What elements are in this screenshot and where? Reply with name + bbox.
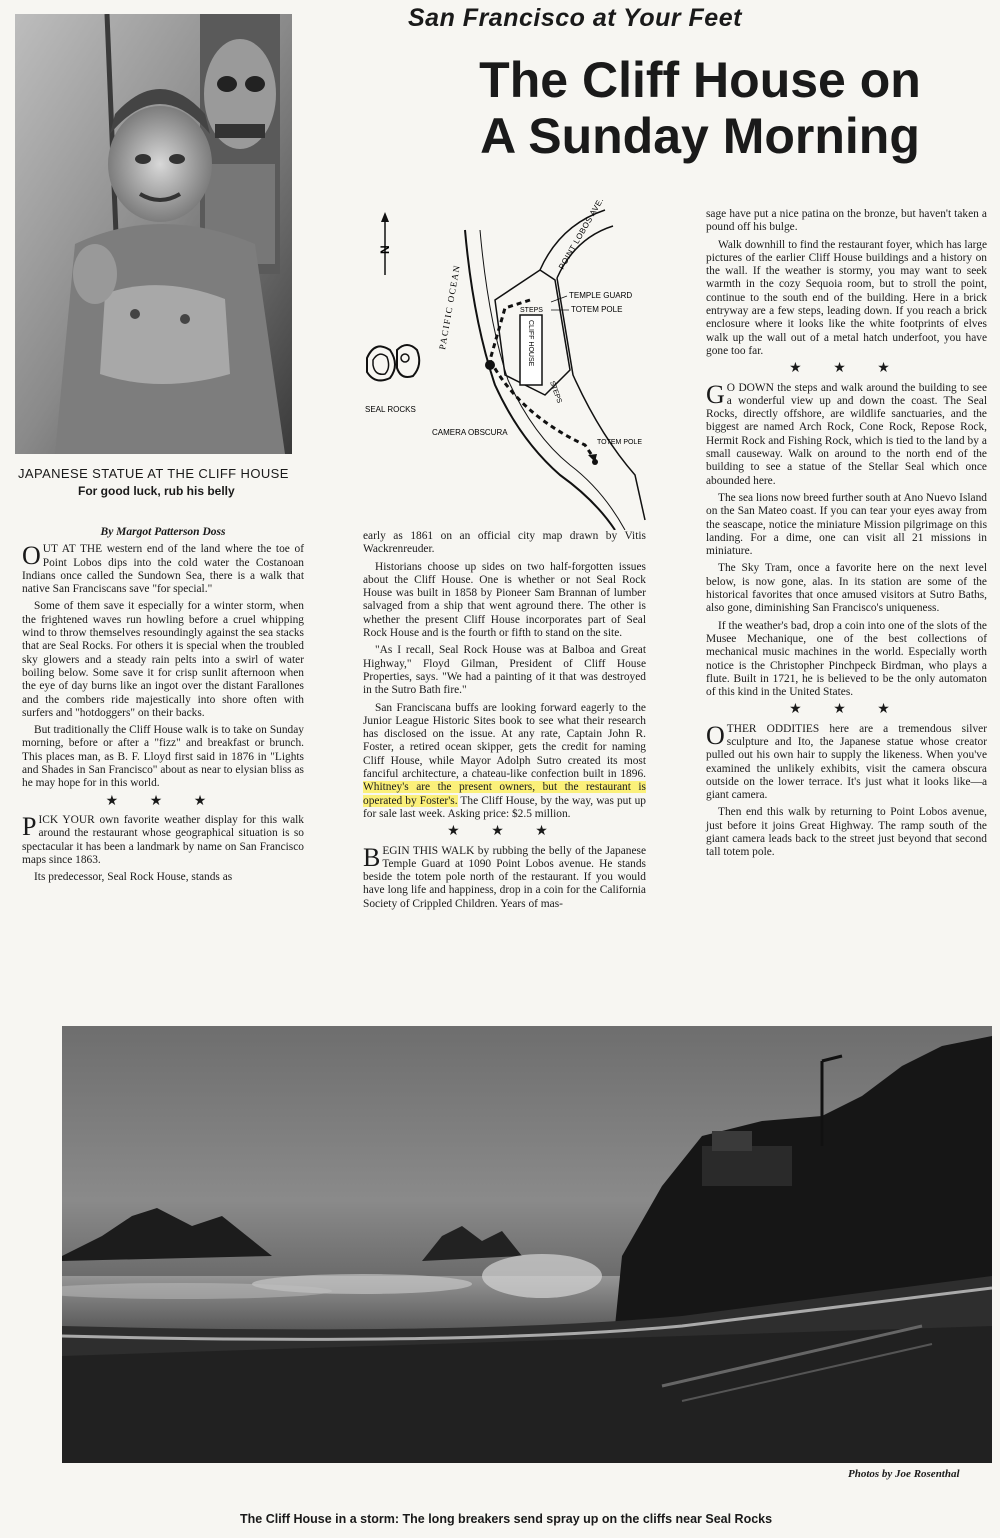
map-avenue-label: POINT LOBOS AVE. <box>556 200 606 271</box>
article-column-1 <box>22 526 304 888</box>
section-stars: ★ ★ ★ <box>789 702 904 718</box>
map-totem-pole-bottom-label: TOTEM POLE <box>597 439 642 446</box>
walk-map <box>345 200 665 530</box>
map-steps-top-label: STEPS <box>520 307 543 314</box>
statue-photo <box>15 14 292 454</box>
paragraph: OTHER ODDITIES here are a tremendous silver sculpture and Ito, the Japanese statue whose creator pulled out his own hair to supply the likeness. When you've examined the unlikely exhibits, visit the camera obscura outside on the lower terrace. It's just what it looks like—a giant camera. <box>706 720 987 802</box>
statue-caption: JAPANESE STATUE AT THE CLIFF HOUSE <box>18 466 289 481</box>
paragraph: But traditionally the Cliff House walk is to take on Sunday morning, before or after a "fizz" and breakfast or brunch. This places man, as B. F. Lloyd first said in 1876 in "Lights and Shades in San Francisco" about as near to elysian bliss as he may hope for in this world. <box>22 724 304 790</box>
map-cliff-house-label: CLIFF HOUSE <box>527 320 534 367</box>
paragraph: PICK YOUR own favorite weather display for this walk around the restaurant whose geographical situation is so spectacular it has been a landmark by name on San Francisco maps since 1863. <box>22 811 304 866</box>
paragraph: Historians choose up sides on two half-forgotten issues about the Cliff House. One is whether or not Seal Rock House was built in 1858 by Pioneer Sam Brannan of lumber salvaged from a ship that went aground there. The other is whether the present Cliff House incorporates part of Seal Rock House and is the fourth or fifth to stand on the site. <box>363 560 646 640</box>
map-temple-guard-label: TEMPLE GUARD <box>569 291 633 300</box>
byline: By Margot Patterson Doss <box>100 526 226 538</box>
section-stars: ★ ★ ★ <box>105 793 221 809</box>
paragraph: Walk downhill to find the restaurant foyer, which has large pictures of the earlier Cliff House buildings and a history on the wall. If the weather is stormy, you may want to seek warmth in the cozy Sequoia room, but to stroll the point, continue to the south end of the building. Here in a brick entryway are a few steps, leading down. If you reach a brick enclosure where it looks like the white footprints of elves walk up the wall out of a metal hatch underfoot, you have gone too far. <box>706 238 987 357</box>
map-camera-obscura-label: CAMERA OBSCURA <box>432 428 508 437</box>
drop-cap: G <box>706 379 725 409</box>
headline <box>410 52 990 164</box>
paragraph: sage have put a nice patina on the bronze, but haven't taken a pound off his bulge. <box>706 208 987 234</box>
paragraph: G O DOWN the steps and walk around the building to see a wonderful view up and down the coast. The Seal Rocks, directly offshore, are wildlife sanctuaries, and the biggest are named Arch Rock, Cone Rock, Repose Rock, Hermit Rock and Fishing Rock, which is tied to the land by a small causeway. Walk on around to the north end of the building to see a statue of the Stellar Seal which once abounded here. <box>706 379 987 487</box>
drop-cap: B <box>363 842 381 872</box>
paragraph: The sea lions now breed further south at Ano Nuevo Island on the San Mateo coast. If you can tear your eyes away from the seascape, notice the miniature Mission pilgrimage on this landing. For a dime, one can visit all 21 missions in miniature. <box>706 491 987 558</box>
paragraph: San Franciscana buffs are looking forward eagerly to the Junior League Historic Sites book to see what their research has disclosed on the issue. At any rate, Captain John R. Foster, a retired ocean skipper, gets the credit for naming Cliff House, while Mayor Adolph Sutro created its most fanciful architecture, a chateau-like confection built in 1896. Whitney's are the present owners, but the restaurant is operated by Foster's. The Cliff House, by the way, was put up for sale last week. Asking price: $2.5 million. <box>363 701 646 820</box>
map-north-label: N <box>378 245 392 254</box>
headline-line-2: A Sunday Morning <box>480 108 920 164</box>
drop-cap: O <box>22 541 41 571</box>
paragraph: BEGIN THIS WALK by rubbing the belly of the Japanese Temple Guard at 1090 Point Lobos avenue. He stands beside the totem pole north of the restaurant. If you would have long life and happiness, drop in a coin for the California Society of Crippled Children. Years of mas- <box>363 842 646 910</box>
section-stars: ★ ★ ★ <box>789 361 904 377</box>
highlighted-text: Whitney's are the present owners, but the restaurant is operated by Foster's. <box>363 781 646 807</box>
paragraph: If the weather's bad, drop a coin into one of the slots of the Musee Mechanique, one of the best collections of mechanical music machines in the world. Especially worth notice is the Christopher Pinchpeck Birdman, who plays a flute. Built in 1721, he is believed to be the only automaton of this kind in the United States. <box>706 619 987 699</box>
paragraph: Then end this walk by returning to Point Lobos avenue, just before it joins Great Highway. The ramp south of the giant camera leads back to the street just beyond that second tall totem pole. <box>706 806 987 859</box>
paragraph: Some of them save it especially for a winter storm, when the frightened waves run howling before a cruel whipping wind to throw themselves resoundingly against the sea stacks that are Seal Rocks. For others it is special when the troubled sky glowers and a steady rain pelts into a swirl of water boiling below. Some save it for crisp sunlit afternoon when the eye of day burns like an ingot over the distant Farallones and the combers ride majestically into shore often with surfers and "hotdoggers" on their backs. <box>22 600 304 719</box>
headline-line-1: The Cliff House on <box>479 52 921 108</box>
article-column-2 <box>363 530 646 915</box>
storm-photo <box>62 1026 992 1463</box>
paragraph: OUT AT THE western end of the land where the toe of Point Lobos dips into the cold water the Costanoan Indians once called the Sundown Sea, there is a walk that native San Franciscans save "for special." <box>22 541 304 596</box>
paragraph: The Sky Tram, once a favorite here on the next level below, is now gone, alas. In its station are some of the historical favorites that once amused visitors at Sutro Baths, also gone, diminishing San Francisco's uniqueness. <box>706 562 987 615</box>
map-totem-pole-top-label: TOTEM POLE <box>571 305 623 314</box>
statue-subcaption: For good luck, rub his belly <box>78 484 235 498</box>
article-column-3 <box>706 208 987 864</box>
kicker: San Francisco at Your Feet <box>408 4 742 32</box>
map-ocean-label: PACIFIC OCEAN <box>437 263 462 351</box>
drop-cap: O <box>706 720 725 750</box>
map-steps-bottom-label: STEPS <box>548 380 563 405</box>
section-stars: ★ ★ ★ <box>447 824 562 840</box>
paragraph: early as 1861 on an official city map drawn by Vitis Wackrenreuder. <box>363 530 646 556</box>
map-seal-rocks-label: SEAL ROCKS <box>365 405 416 414</box>
storm-caption: The Cliff House in a storm: The long breakers send spray up on the cliffs near Seal Rocks <box>240 1512 773 1526</box>
drop-cap: P <box>22 811 37 841</box>
paragraph: "As I recall, Seal Rock House was at Balboa and Great Highway," Floyd Gilman, President of Cliff House Properties, says. "We had a painting of it that was destroyed in the Sutro Bath fire." <box>363 644 646 697</box>
photo-credit: Photos by Joe Rosenthal <box>848 1468 960 1480</box>
paragraph: Its predecessor, Seal Rock House, stands as <box>34 871 233 884</box>
